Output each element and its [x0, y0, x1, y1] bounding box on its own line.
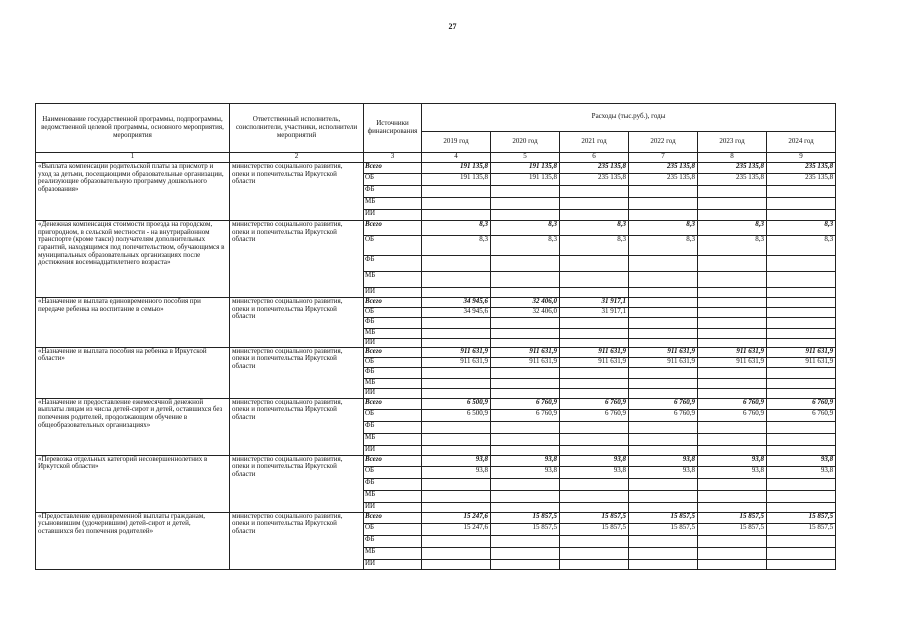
total-value: 6 760,9: [698, 398, 767, 409]
funding-source: ОБ: [364, 409, 422, 421]
empty-value: [767, 490, 836, 502]
empty-value: [629, 378, 698, 388]
regional-budget-value: 235 135,8: [560, 174, 629, 186]
total-value: 911 631,9: [767, 347, 836, 357]
column-number: 4: [422, 153, 491, 163]
funding-source: ФБ: [364, 186, 422, 198]
empty-value: [698, 198, 767, 210]
empty-value: [629, 367, 698, 378]
empty-value: [422, 388, 491, 398]
total-value: 8,3: [767, 221, 836, 236]
empty-value: [491, 272, 560, 288]
regional-budget-value: 93,8: [698, 466, 767, 478]
empty-value: [767, 535, 836, 547]
empty-value: [422, 318, 491, 329]
regional-budget-value: 6 500,9: [422, 409, 491, 421]
funding-source: Всего: [364, 512, 422, 523]
regional-budget-value: 8,3: [560, 236, 629, 256]
empty-value: [767, 388, 836, 398]
column-number: 5: [491, 153, 560, 163]
empty-value: [560, 329, 629, 339]
regional-budget-value: 191 135,8: [422, 174, 491, 186]
empty-value: [629, 445, 698, 455]
funding-source: ИИ: [364, 288, 422, 298]
regional-budget-value: 32 406,0: [491, 308, 560, 318]
empty-value: [629, 535, 698, 547]
empty-value: [560, 210, 629, 221]
empty-value: [491, 288, 560, 298]
regional-budget-value: 15 857,5: [560, 523, 629, 535]
funding-source: ИИ: [364, 502, 422, 512]
empty-value: [422, 433, 491, 445]
regional-budget-value: 235 135,8: [767, 174, 836, 186]
regional-budget-value: 93,8: [629, 466, 698, 478]
empty-value: [422, 490, 491, 502]
empty-value: [629, 186, 698, 198]
funding-source: ИИ: [364, 445, 422, 455]
regional-budget-value: 6 760,9: [560, 409, 629, 421]
header-year: 2024 год: [767, 131, 836, 152]
total-value: 235 135,8: [698, 163, 767, 174]
empty-value: [491, 318, 560, 329]
empty-value: [422, 378, 491, 388]
empty-value: [629, 559, 698, 569]
funding-source: Всего: [364, 298, 422, 308]
funding-source: МБ: [364, 378, 422, 388]
empty-value: [560, 547, 629, 559]
empty-value: [698, 339, 767, 348]
funding-source: Всего: [364, 347, 422, 357]
empty-value: [560, 388, 629, 398]
funding-source: ФБ: [364, 421, 422, 433]
total-value: 93,8: [560, 455, 629, 466]
empty-value: [629, 547, 698, 559]
empty-value: [767, 421, 836, 433]
measure-executor: министерство социального развития, опеки и попечительства Иркутской области: [230, 398, 364, 455]
total-value: 911 631,9: [629, 347, 698, 357]
funding-source: ОБ: [364, 308, 422, 318]
empty-value: [422, 329, 491, 339]
empty-value: [698, 421, 767, 433]
empty-value: [629, 433, 698, 445]
empty-value: [767, 367, 836, 378]
empty-value: [491, 210, 560, 221]
empty-value: [560, 490, 629, 502]
empty-value: [629, 318, 698, 329]
regional-budget-value: 93,8: [491, 466, 560, 478]
measure-executor: министерство социального развития, опеки и попечительства Иркутской области: [230, 455, 364, 512]
empty-value: [767, 502, 836, 512]
empty-value: [560, 559, 629, 569]
empty-value: [698, 378, 767, 388]
total-value: 6 760,9: [629, 398, 698, 409]
total-value: 15 857,5: [491, 512, 560, 523]
empty-value: [767, 256, 836, 272]
empty-value: [698, 186, 767, 198]
empty-value: [422, 210, 491, 221]
empty-value: [491, 186, 560, 198]
empty-value: [422, 502, 491, 512]
empty-value: [698, 502, 767, 512]
empty-value: [767, 559, 836, 569]
measure-name: «Денежная компенсация стоимости проезда на городском, пригородном, в сельской местности - на внутрирайонном транспорте (кроме такси) получателям дополнительных гарантий, находящимся под попечительством, обучающимся в муниципальных образовательных организациях после достижения восемнадцатилетнего возраста»: [36, 221, 230, 298]
empty-value: [767, 445, 836, 455]
measure-executor: министерство социального развития, опеки и попечительства Иркутской области: [230, 163, 364, 221]
total-value: 191 135,8: [491, 163, 560, 174]
empty-value: [560, 478, 629, 490]
funding-source: Всего: [364, 398, 422, 409]
empty-value: [560, 318, 629, 329]
measure-executor: министерство социального развития, опеки и попечительства Иркутской области: [230, 347, 364, 398]
table-row: [36, 455, 836, 466]
total-value: 911 631,9: [491, 347, 560, 357]
regional-budget-value: 34 945,6: [422, 308, 491, 318]
empty-value: [629, 388, 698, 398]
empty-value: [629, 256, 698, 272]
funding-source: МБ: [364, 329, 422, 339]
funding-source: Всего: [364, 163, 422, 174]
funding-source: МБ: [364, 433, 422, 445]
total-value: 93,8: [491, 455, 560, 466]
funding-source: ОБ: [364, 466, 422, 478]
header-year: 2021 год: [560, 131, 629, 152]
empty-value: [491, 421, 560, 433]
funding-source: ОБ: [364, 174, 422, 186]
empty-value: [629, 272, 698, 288]
funding-source: Всего: [364, 221, 422, 236]
regional-budget-value: 911 631,9: [767, 357, 836, 367]
total-value: 235 135,8: [560, 163, 629, 174]
empty-value: [491, 198, 560, 210]
empty-value: [560, 256, 629, 272]
regional-budget-value: 93,8: [422, 466, 491, 478]
empty-value: [560, 186, 629, 198]
column-number: 3: [364, 153, 422, 163]
funding-source: ОБ: [364, 523, 422, 535]
header-year: 2023 год: [698, 131, 767, 152]
regional-budget-value: 93,8: [767, 466, 836, 478]
header-name: Наименование государственной программы, подпрограммы, ведомственной целевой программы, основного мероприятия, мероприятия: [36, 104, 230, 153]
empty-value: [560, 367, 629, 378]
empty-value: [560, 433, 629, 445]
empty-value: [491, 256, 560, 272]
empty-value: [767, 339, 836, 348]
total-value: 15 857,5: [698, 512, 767, 523]
empty-value: [698, 329, 767, 339]
empty-value: [698, 272, 767, 288]
empty-value: [491, 378, 560, 388]
total-value: [629, 298, 698, 308]
total-value: 15 857,5: [767, 512, 836, 523]
column-number-row: [36, 153, 836, 163]
header-year: 2019 год: [422, 131, 491, 152]
measure-name: «Назначение и выплата пособия на ребенка в Иркутской области»: [36, 347, 230, 398]
empty-value: [560, 535, 629, 547]
measure-name: «Перевозка отдельных категорий несовершеннолетних в Иркутской области»: [36, 455, 230, 512]
total-value: 15 857,5: [560, 512, 629, 523]
total-value: 235 135,8: [767, 163, 836, 174]
empty-value: [491, 490, 560, 502]
total-value: 6 760,9: [767, 398, 836, 409]
total-value: 93,8: [629, 455, 698, 466]
total-value: [767, 298, 836, 308]
empty-value: [629, 490, 698, 502]
funding-source: МБ: [364, 198, 422, 210]
empty-value: [422, 421, 491, 433]
regional-budget-value: 15 857,5: [698, 523, 767, 535]
funding-source: ИИ: [364, 210, 422, 221]
empty-value: [491, 535, 560, 547]
empty-value: [698, 445, 767, 455]
empty-value: [422, 198, 491, 210]
empty-value: [560, 378, 629, 388]
measure-name: «Предоставление единовременной выплаты гражданам, усыновившим (удочерившим) детей-сирот и детей, оставшихся без попечения родителей»: [36, 512, 230, 569]
regional-budget-value: 235 135,8: [629, 174, 698, 186]
total-value: 8,3: [560, 221, 629, 236]
empty-value: [698, 559, 767, 569]
empty-value: [491, 445, 560, 455]
column-number: 2: [230, 153, 364, 163]
empty-value: [629, 329, 698, 339]
empty-value: [422, 186, 491, 198]
empty-value: [491, 367, 560, 378]
header-year: 2020 год: [491, 131, 560, 152]
table-row: [36, 398, 836, 409]
measure-name: «Назначение и выплата единовременного пособия при передаче ребенка на воспитание в семью»: [36, 298, 230, 348]
empty-value: [560, 339, 629, 348]
empty-value: [629, 421, 698, 433]
column-number: 1: [36, 153, 230, 163]
total-value: 15 857,5: [629, 512, 698, 523]
total-value: 31 917,1: [560, 298, 629, 308]
funding-source: ИИ: [364, 388, 422, 398]
table-row: [36, 221, 836, 236]
budget-table: [35, 103, 836, 570]
empty-value: [422, 256, 491, 272]
header-source: Источники финансирования: [364, 104, 422, 153]
empty-value: [767, 378, 836, 388]
empty-value: [491, 502, 560, 512]
regional-budget-value: 31 917,1: [560, 308, 629, 318]
funding-source: ИИ: [364, 559, 422, 569]
empty-value: [698, 433, 767, 445]
regional-budget-value: 911 631,9: [560, 357, 629, 367]
funding-source: ФБ: [364, 478, 422, 490]
total-value: 15 247,6: [422, 512, 491, 523]
empty-value: [491, 478, 560, 490]
measure-name: «Выплата компенсации родительской платы за присмотр и уход за детьми, посещающими образовательные организации, реализующие образовательную программу дошкольного образования»: [36, 163, 230, 221]
funding-source: ФБ: [364, 256, 422, 272]
total-value: 93,8: [698, 455, 767, 466]
empty-value: [767, 210, 836, 221]
total-value: 911 631,9: [698, 347, 767, 357]
empty-value: [767, 478, 836, 490]
empty-value: [698, 367, 767, 378]
empty-value: [422, 367, 491, 378]
funding-source: МБ: [364, 272, 422, 288]
regional-budget-value: 6 760,9: [767, 409, 836, 421]
empty-value: [422, 272, 491, 288]
empty-value: [422, 445, 491, 455]
regional-budget-value: [767, 308, 836, 318]
total-value: 8,3: [698, 221, 767, 236]
funding-source: МБ: [364, 547, 422, 559]
regional-budget-value: 911 631,9: [422, 357, 491, 367]
empty-value: [560, 445, 629, 455]
column-number: 6: [560, 153, 629, 163]
empty-value: [698, 256, 767, 272]
regional-budget-value: 8,3: [767, 236, 836, 256]
total-value: 93,8: [422, 455, 491, 466]
regional-budget-value: 8,3: [422, 236, 491, 256]
measure-name: «Назначение и предоставление ежемесячной денежной выплаты лицам из числа детей-сирот и детей, оставшихся без попечения родителей, продолжающим обучение в общеобразовательных организациях»: [36, 398, 230, 455]
total-value: 235 135,8: [629, 163, 698, 174]
total-value: 6 760,9: [560, 398, 629, 409]
funding-source: ФБ: [364, 535, 422, 547]
regional-budget-value: 15 857,5: [767, 523, 836, 535]
header-executor: Ответственный исполнитель, соисполнители, участники, исполнители мероприятий: [230, 104, 364, 153]
empty-value: [698, 210, 767, 221]
funding-source: ФБ: [364, 367, 422, 378]
total-value: 8,3: [422, 221, 491, 236]
empty-value: [698, 288, 767, 298]
table-row: [36, 347, 836, 357]
empty-value: [767, 329, 836, 339]
funding-source: Всего: [364, 455, 422, 466]
empty-value: [629, 502, 698, 512]
regional-budget-value: 191 135,8: [491, 174, 560, 186]
funding-source: ФБ: [364, 318, 422, 329]
empty-value: [767, 186, 836, 198]
total-value: 191 135,8: [422, 163, 491, 174]
empty-value: [422, 535, 491, 547]
regional-budget-value: 235 135,8: [698, 174, 767, 186]
empty-value: [422, 339, 491, 348]
empty-value: [698, 388, 767, 398]
empty-value: [767, 288, 836, 298]
empty-value: [491, 547, 560, 559]
empty-value: [422, 478, 491, 490]
empty-value: [491, 388, 560, 398]
total-value: 34 945,6: [422, 298, 491, 308]
regional-budget-value: [698, 308, 767, 318]
regional-budget-value: 6 760,9: [491, 409, 560, 421]
empty-value: [767, 198, 836, 210]
empty-value: [767, 318, 836, 329]
empty-value: [629, 198, 698, 210]
funding-source: МБ: [364, 490, 422, 502]
regional-budget-value: 911 631,9: [491, 357, 560, 367]
empty-value: [491, 433, 560, 445]
total-value: [698, 298, 767, 308]
empty-value: [422, 559, 491, 569]
total-value: 6 500,9: [422, 398, 491, 409]
empty-value: [422, 288, 491, 298]
empty-value: [560, 288, 629, 298]
page-number: 27: [448, 22, 457, 31]
empty-value: [629, 288, 698, 298]
empty-value: [560, 421, 629, 433]
empty-value: [698, 318, 767, 329]
total-value: 93,8: [767, 455, 836, 466]
regional-budget-value: 911 631,9: [629, 357, 698, 367]
empty-value: [629, 478, 698, 490]
empty-value: [422, 547, 491, 559]
funding-source: ИИ: [364, 339, 422, 348]
empty-value: [560, 272, 629, 288]
empty-value: [491, 339, 560, 348]
empty-value: [560, 198, 629, 210]
measure-executor: министерство социального развития, опеки и попечительства Иркутской области: [230, 298, 364, 348]
empty-value: [698, 535, 767, 547]
header-year: 2022 год: [629, 131, 698, 152]
regional-budget-value: 8,3: [629, 236, 698, 256]
empty-value: [767, 272, 836, 288]
empty-value: [491, 329, 560, 339]
regional-budget-value: 93,8: [560, 466, 629, 478]
regional-budget-value: 911 631,9: [698, 357, 767, 367]
empty-value: [698, 490, 767, 502]
total-value: 8,3: [629, 221, 698, 236]
column-number: 8: [698, 153, 767, 163]
table-row: [36, 298, 836, 308]
total-value: 911 631,9: [422, 347, 491, 357]
regional-budget-value: 6 760,9: [698, 409, 767, 421]
empty-value: [491, 559, 560, 569]
empty-value: [629, 339, 698, 348]
empty-value: [698, 478, 767, 490]
empty-value: [560, 502, 629, 512]
total-value: 6 760,9: [491, 398, 560, 409]
table-row: [36, 512, 836, 523]
empty-value: [629, 210, 698, 221]
regional-budget-value: 15 247,6: [422, 523, 491, 535]
header-expenses: Расходы (тыс.руб.), годы: [422, 104, 836, 132]
regional-budget-value: 15 857,5: [491, 523, 560, 535]
funding-source: ОБ: [364, 357, 422, 367]
empty-value: [767, 547, 836, 559]
total-value: 8,3: [491, 221, 560, 236]
total-value: 911 631,9: [560, 347, 629, 357]
regional-budget-value: 8,3: [698, 236, 767, 256]
regional-budget-value: 8,3: [491, 236, 560, 256]
table-row: [36, 163, 836, 174]
measure-executor: министерство социального развития, опеки и попечительства Иркутской области: [230, 512, 364, 569]
column-number: 7: [629, 153, 698, 163]
column-number: 9: [767, 153, 836, 163]
empty-value: [767, 433, 836, 445]
funding-source: ОБ: [364, 236, 422, 256]
total-value: 32 406,0: [491, 298, 560, 308]
empty-value: [698, 547, 767, 559]
regional-budget-value: 15 857,5: [629, 523, 698, 535]
regional-budget-value: [629, 308, 698, 318]
regional-budget-value: 6 760,9: [629, 409, 698, 421]
measure-executor: министерство социального развития, опеки и попечительства Иркутской области: [230, 221, 364, 298]
